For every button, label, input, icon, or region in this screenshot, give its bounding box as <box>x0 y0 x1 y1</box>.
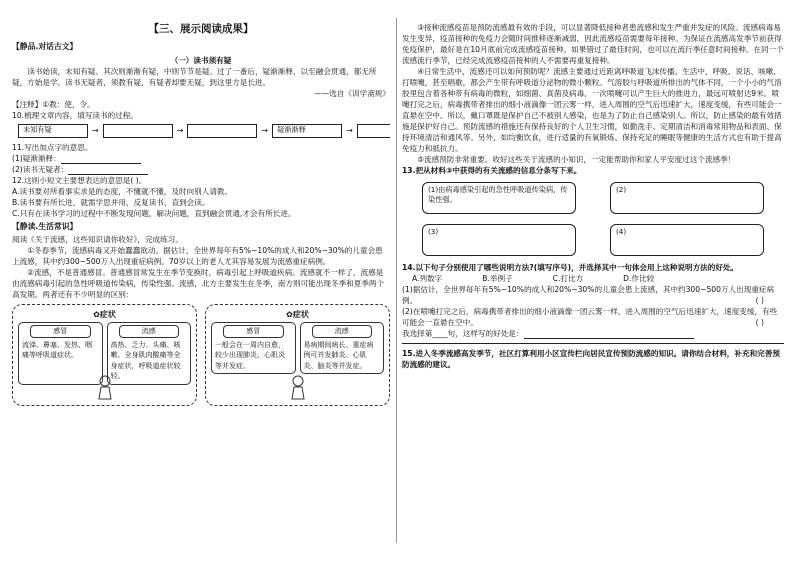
flow-box-2[interactable] <box>103 124 173 138</box>
question-13-answers <box>422 182 764 256</box>
section-life-heading: 【静读.生活常识】 <box>12 221 78 231</box>
reading-process-flow <box>18 124 390 138</box>
symptom-panels <box>12 304 390 406</box>
question-13: 13.把从材料③中获得的有关流感的信息分条写下来。 <box>402 166 582 175</box>
right-column <box>402 0 784 561</box>
answer-box-2[interactable]: (2) <box>610 182 764 214</box>
question-11-item-1: (1)疑渐渐释： <box>12 153 390 164</box>
answer-box-3[interactable]: (3) <box>422 224 576 256</box>
paragraph-5: ⑤流感预防非常重要。收好这些关于流感的小知识，一定能帮助你和家人平安度过这个流感季！ <box>417 155 736 164</box>
paragraph-3: ③接种流感疫苗是预防流感最有效的手段，可以显著降低接种者患流感和发生严重并发症的风险。流感病毒易发生变异，疫苗接种的免疫力会随时间推移逐渐减弱，因此流感疫苗需要每年接种。为保证在流感高发季节前获得免疫保护，最好是在10月底前完成流感疫苗接种。如果错过了最佳时间，也可以在流行季任意时间接种。在同一个流感流行季节，已经完成流感疫苗接种的人不需要再重复接种。 <box>402 23 784 65</box>
answer-line[interactable] <box>61 155 141 164</box>
question-14-item-1: (1)据估计，全世界每年有5%~10%的成人和20%~30%的儿童会患上流感，其中约300~500万人出现重症病例。 ( ) <box>402 285 775 305</box>
poem-source: ——选自《训学斋规》 <box>314 88 390 98</box>
question-14: 14.以下句子分别使用了哪些说明方法?(填写序号)，并选择其中一句体会用上这种说明方法的好处。 <box>402 263 739 272</box>
child-figure-icon <box>96 375 114 401</box>
answer-box-1[interactable]: (1)由病毒感染引起的急性呼吸道传染病，传染性强。 <box>422 182 576 214</box>
symptom-card-flu: 流感 高热、乏力、头痛、咳嗽、全身肌肉酸痛等全身症状，呼吸道症状较轻。 <box>107 322 192 385</box>
poem-title: （一）读书须有疑 <box>170 55 232 65</box>
answer-line[interactable] <box>68 166 148 175</box>
question-11-item-2: (2)读书无疑者： <box>12 164 390 175</box>
card-tag: 感冒 <box>30 325 91 338</box>
arrow-icon: → <box>176 125 184 135</box>
flow-box-3[interactable] <box>187 124 257 138</box>
answer-paren[interactable]: ( ) <box>755 296 764 305</box>
left-column <box>12 0 390 561</box>
symptom-panel-left <box>12 304 197 406</box>
child-figure-icon <box>289 375 307 401</box>
arrow-icon: → <box>346 125 353 135</box>
card-tag: 流感 <box>119 325 180 338</box>
choice-c: C.打比方 <box>552 274 584 283</box>
symptom-card-cold: 感冒 流涕、鼻塞、发热、咽痛等呼吸道症状。 <box>18 322 103 385</box>
choice-a: A.列数字 <box>412 274 443 283</box>
question-12-option-a: A.读书要对所看事实求是的态度，不懂就不懂，及时向别人请教。 <box>12 186 233 196</box>
answer-paren[interactable]: ( ) <box>755 318 764 327</box>
separator-line <box>402 343 784 344</box>
question-15: 15.进入冬季流感高发季节，社区打算利用小区宣传栏向居民宣传预防流感的知识。请你结合材料，补充和完善预防流感的建议。 <box>402 349 780 369</box>
arrow-icon: → <box>92 125 99 135</box>
section-classical-heading: 【静品.对话古文】 <box>12 42 78 52</box>
question-10: 10.梳理文章内容，填写读书的过程。 <box>12 110 138 120</box>
reading-intro: 阅读《关于流感，这些知识请你收好》，完成练习。 <box>12 234 183 244</box>
prognosis-card-cold: 感冒 一般会在一周内自愈，较少出现肺炎、心肌炎等并发症。 <box>211 322 296 374</box>
arrow-icon: → <box>261 125 269 135</box>
question-14-choose: 我选择第____句，这样写的好处是： <box>402 328 784 339</box>
poem-text: 读书始读，未知有疑。其次则渐渐有疑，中则节节是疑。过了一番后，疑渐渐释，以至融会贯通，都无所疑，方始是学。读书无疑者，须教有疑，有疑者却要无疑，到这里方是长进。 <box>12 66 377 87</box>
paragraph-1: ①冬春季节，流感病毒又开始蠢蠢欲动。据估计，全世界每年有5%~10%的成人和20%~30%的儿童会患上流感，其中约300~500万人出现重症病例。70岁以上的老人尤其容易发展为流感重症病例。 <box>12 245 383 266</box>
choice-b: B.举例子 <box>482 274 513 283</box>
paragraph-4: ④日常生活中，流感还可以如何预防呢？流感主要通过近距离呼吸道飞沫传播。生活中，呼吸、说话、咳嗽、打喷嚏，甚至唱歌，都会产生带有呼吸道分泌物的微小颗粒。气溶胶与呼吸道所排出的气体不同，一个小小的气溶胶里包含着各种带有病毒的微粒，如细菌、真菌及病毒。一次喷嚏可以产生巨大的推进力，最远可喷射达9米。喷嚏打完之后，病毒携带者排出的细小液滴像一团云雾一样，进入周围的空气后迅速扩大，速度变缓，有些可能会一直悬在空中。所以，戴口罩既是保护自己不被别人感染，也是为了防止自己感染别人。所以，防止感染的最有效措施是保护好自己。预防流感的措施还有保持良好的个人卫生习惯，如勤洗手、定期清洁和消毒常用物品和表面、保持环境清洁和通风等。另外，如均衡饮食，进行适量的有氧锻炼、保持充足的睡眠等健康的生活方式也有助于提高免疫力和抵抗力。 <box>402 67 782 153</box>
question-12: 12.这则小短文主要想表达的意思是( )。 <box>12 175 147 185</box>
flow-box-5[interactable] <box>357 124 390 138</box>
section-title: 【三、展示阅读成果】 <box>148 23 254 35</box>
flow-box-4[interactable]: 疑渐渐释 <box>272 124 342 138</box>
prognosis-card-flu: 流感 易病期间病长、重症病例可并发肺炎、心肌炎、脑炎等并发症。 <box>300 322 385 374</box>
symptom-panel-right <box>205 304 390 406</box>
question-12-option-c: C.只有在读书学习的过程中不断发现问题，解决问题，直到融会贯通,才会有所长进。 <box>12 208 296 218</box>
choice-d: D.作比较 <box>623 274 655 283</box>
panel-title: ✿症状 <box>286 309 309 319</box>
panel-title: ✿症状 <box>93 309 116 319</box>
flow-box-1[interactable]: 未知有疑 <box>18 124 88 138</box>
question-11: 11.写出加点字的意思。 <box>12 142 93 152</box>
question-14-choices <box>412 273 784 284</box>
paragraph-2: ②流感，不是普通感冒。普通感冒常发生在季节变换时，病毒引起上呼吸道疾病。流感就不一样了，流感是由流感病毒引起的急性呼吸道传染病，传染性强。流感，北方主要发生在冬季，南方则可能出现冬季和夏季两个高发期。两者还有不少明显的区别： <box>12 267 385 299</box>
card-tag: 流感 <box>312 325 373 338</box>
annotation-note: 【注释】①教：使，令。 <box>12 99 95 109</box>
question-14-item-2: (2)在喷嚏打完之后，病毒携带者排出的细小液滴像一团云雾一样，进入周围的空气后迅速扩大，速度变缓，有些可能会一直悬在空中。 ( ) <box>402 307 778 327</box>
question-12-option-b: B.读书要有所长进，就需学思并用，反复读书，直到会读。 <box>12 197 210 207</box>
answer-line[interactable] <box>524 330 694 339</box>
answer-box-4[interactable]: (4) <box>610 224 764 256</box>
column-divider <box>396 18 397 543</box>
card-tag: 感冒 <box>223 325 284 338</box>
